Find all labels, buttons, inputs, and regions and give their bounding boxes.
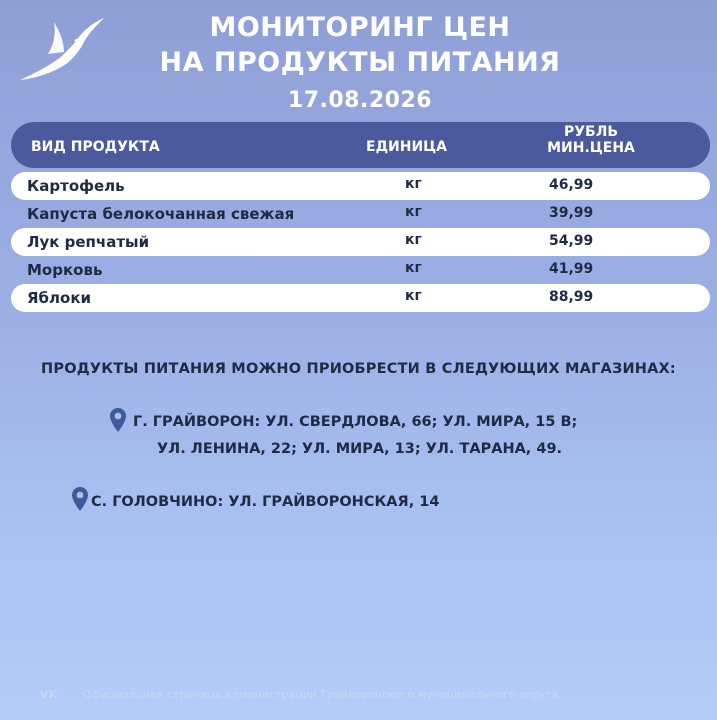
product-name: Яблоки bbox=[27, 289, 92, 307]
footer-text: Официальная страница администрации Грайворонского муниципального округа bbox=[82, 688, 559, 701]
product-unit: кг bbox=[405, 204, 422, 220]
product-price: 88,99 bbox=[549, 289, 594, 305]
table-row bbox=[11, 284, 710, 312]
price-table bbox=[11, 122, 710, 312]
column-header-price bbox=[526, 124, 656, 156]
product-unit: кг bbox=[405, 260, 422, 276]
location-pin-icon bbox=[72, 487, 88, 511]
product-price: 54,99 bbox=[549, 233, 594, 249]
product-name: Картофель bbox=[27, 177, 125, 195]
vk-logo-icon: VK bbox=[40, 688, 58, 701]
page-title-line2: НА ПРОДУКТЫ ПИТАНИЯ bbox=[159, 47, 561, 78]
product-name: Капуста белокочанная свежая bbox=[27, 205, 295, 223]
page-date: 17.08.2026 bbox=[287, 88, 433, 113]
column-header-price-line1: РУБЛЬ bbox=[563, 124, 619, 140]
table-row bbox=[11, 200, 710, 228]
page-title-line1: МОНИТОРИНГ ЦЕН bbox=[209, 12, 511, 43]
product-unit: кг bbox=[405, 176, 422, 192]
location-pin-icon bbox=[110, 408, 126, 432]
footer bbox=[40, 688, 558, 701]
column-header-unit: ЕДИНИЦА bbox=[366, 139, 448, 155]
table-row bbox=[11, 172, 710, 200]
product-price: 46,99 bbox=[549, 177, 594, 193]
product-name: Лук репчатый bbox=[27, 233, 150, 251]
table-row bbox=[11, 256, 710, 284]
shop-address-2: С. ГОЛОВЧИНО: УЛ. ГРАЙВОРОНСКАЯ, 14 bbox=[91, 494, 440, 510]
column-header-price-line2: МИН.ЦЕНА bbox=[547, 140, 635, 156]
table-row bbox=[11, 228, 710, 256]
shop-address-1-line1: Г. ГРАЙВОРОН: УЛ. СВЕРДЛОВА, 66; УЛ. МИРА, 15 В; bbox=[133, 414, 578, 430]
column-header-product: ВИД ПРОДУКТА bbox=[31, 139, 160, 155]
product-name: Морковь bbox=[27, 261, 103, 279]
product-unit: кг bbox=[405, 288, 422, 304]
seagull-logo-icon bbox=[18, 14, 106, 84]
shop-address-1-line2: УЛ. ЛЕНИНА, 22; УЛ. МИРА, 13; УЛ. ТАРАНА, 49. bbox=[157, 441, 563, 457]
product-unit: кг bbox=[405, 232, 422, 248]
table-header bbox=[11, 122, 710, 168]
shops-heading: ПРОДУКТЫ ПИТАНИЯ МОЖНО ПРИОБРЕСТИ В СЛЕДУЮЩИХ МАГАЗИНАХ: bbox=[41, 361, 676, 377]
product-price: 39,99 bbox=[549, 205, 594, 221]
product-price: 41,99 bbox=[549, 261, 594, 277]
